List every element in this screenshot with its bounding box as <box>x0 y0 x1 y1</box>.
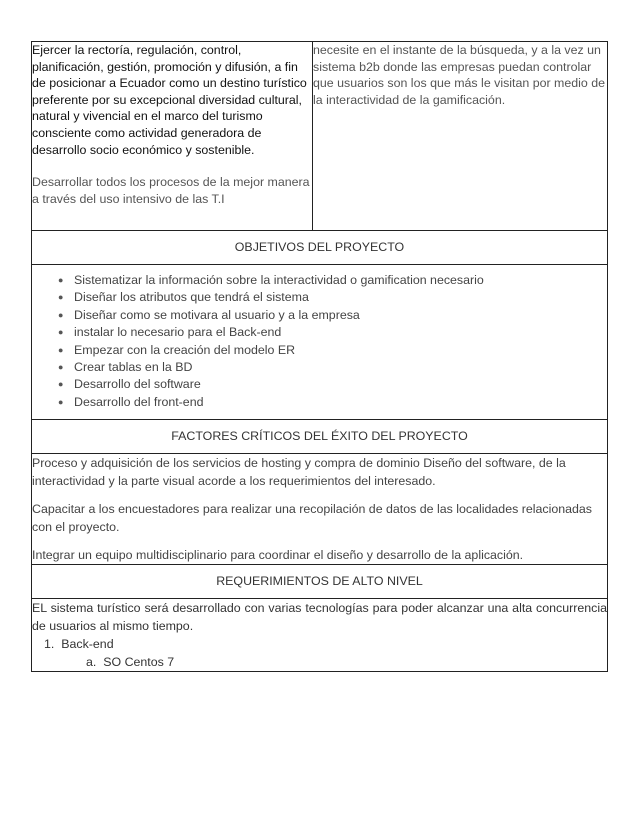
bullet-icon: ● <box>58 327 64 338</box>
list-item <box>58 307 607 324</box>
objective-text: Diseñar como se motivara al usuario y a la empresa <box>74 307 360 322</box>
project-charter-table <box>31 41 608 672</box>
objectives-list <box>32 265 607 419</box>
list-item <box>58 342 607 359</box>
description-text: necesite en el instante de la búsqueda, y a la vez un sistema b2b donde las empresas puedan controlar que usuarios son los que más le visitan por medio de la interactividad de la gamificación. <box>313 43 606 107</box>
requirement-subitem <box>32 653 607 671</box>
mission-cell <box>32 42 313 231</box>
list-item <box>58 376 607 393</box>
bullet-icon: ● <box>58 396 64 407</box>
factor-paragraph: Proceso y adquisición de los servicios de hosting y compra de dominio Diseño del software, de la interactividad y la parte visual acorde a los requerimientos del interesado. <box>32 456 566 489</box>
bullet-icon: ● <box>58 379 64 390</box>
requirement-item <box>32 635 607 653</box>
factor-paragraph: Capacitar a los encuestadores para realizar una recopilación de datos de las localidades relacionadas con el proyecto. <box>32 502 592 535</box>
list-item <box>58 289 607 306</box>
list-item <box>58 324 607 341</box>
objective-text: Desarrollo del front-end <box>74 394 204 409</box>
item-number: 1. <box>44 637 55 652</box>
factors-cell <box>32 454 608 565</box>
requirements-intro: EL sistema turístico será desarrollado con varias tecnologías para poder alcanzar una alta concurrencia de usuarios al mismo tiempo. <box>32 601 607 634</box>
document-page <box>31 41 607 672</box>
list-item <box>58 272 607 289</box>
top-row <box>32 42 608 231</box>
bullet-icon: ● <box>58 309 64 320</box>
list-item <box>58 359 607 376</box>
mission-text: Ejercer la rectoría, regulación, control, planificación, gestión, promoción y difusión, a fin de posicionar a Ecuador como un destino turístico preferente por su excepcional diversidad cultural, natural y vivencial en el marco del turismo consciente como actividad generadora de desarrollo socio económico y sostenible. <box>32 43 307 157</box>
bullet-icon: ● <box>58 292 64 303</box>
objectives-header: OBJETIVOS DEL PROYECTO <box>32 231 608 265</box>
description-cell <box>313 42 608 231</box>
requirements-header: REQUERIMIENTOS DE ALTO NIVEL <box>32 565 608 599</box>
item-text: Back-end <box>61 637 114 652</box>
bullet-icon: ● <box>58 275 64 285</box>
requirements-cell <box>32 599 608 672</box>
subitem-text: SO Centos 7 <box>103 655 175 670</box>
objective-text: Desarrollo del software <box>74 377 201 392</box>
factors-header: FACTORES CRÍTICOS DEL ÉXITO DEL PROYECTO <box>32 420 608 454</box>
subitem-letter: a. <box>86 655 97 670</box>
vision-text: Desarrollar todos los procesos de la mejor manera a través del uso intensivo de las T.I <box>32 175 310 206</box>
objective-text: Sistematizar la información sobre la interactividad o gamification necesario <box>74 273 484 287</box>
bullet-icon: ● <box>58 362 64 373</box>
objective-text: Empezar con la creación del modelo ER <box>74 342 296 357</box>
objective-text: instalar lo necesario para el Back-end <box>74 325 282 340</box>
list-item <box>58 394 607 411</box>
objectives-cell <box>32 265 608 420</box>
factor-paragraph: Integrar un equipo multidisciplinario para coordinar el diseño y desarrollo de la aplicación. <box>32 548 524 563</box>
objective-text: Crear tablas en la BD <box>74 360 193 375</box>
objective-text: Diseñar los atributos que tendrá el sistema <box>74 290 309 305</box>
bullet-icon: ● <box>58 344 64 355</box>
